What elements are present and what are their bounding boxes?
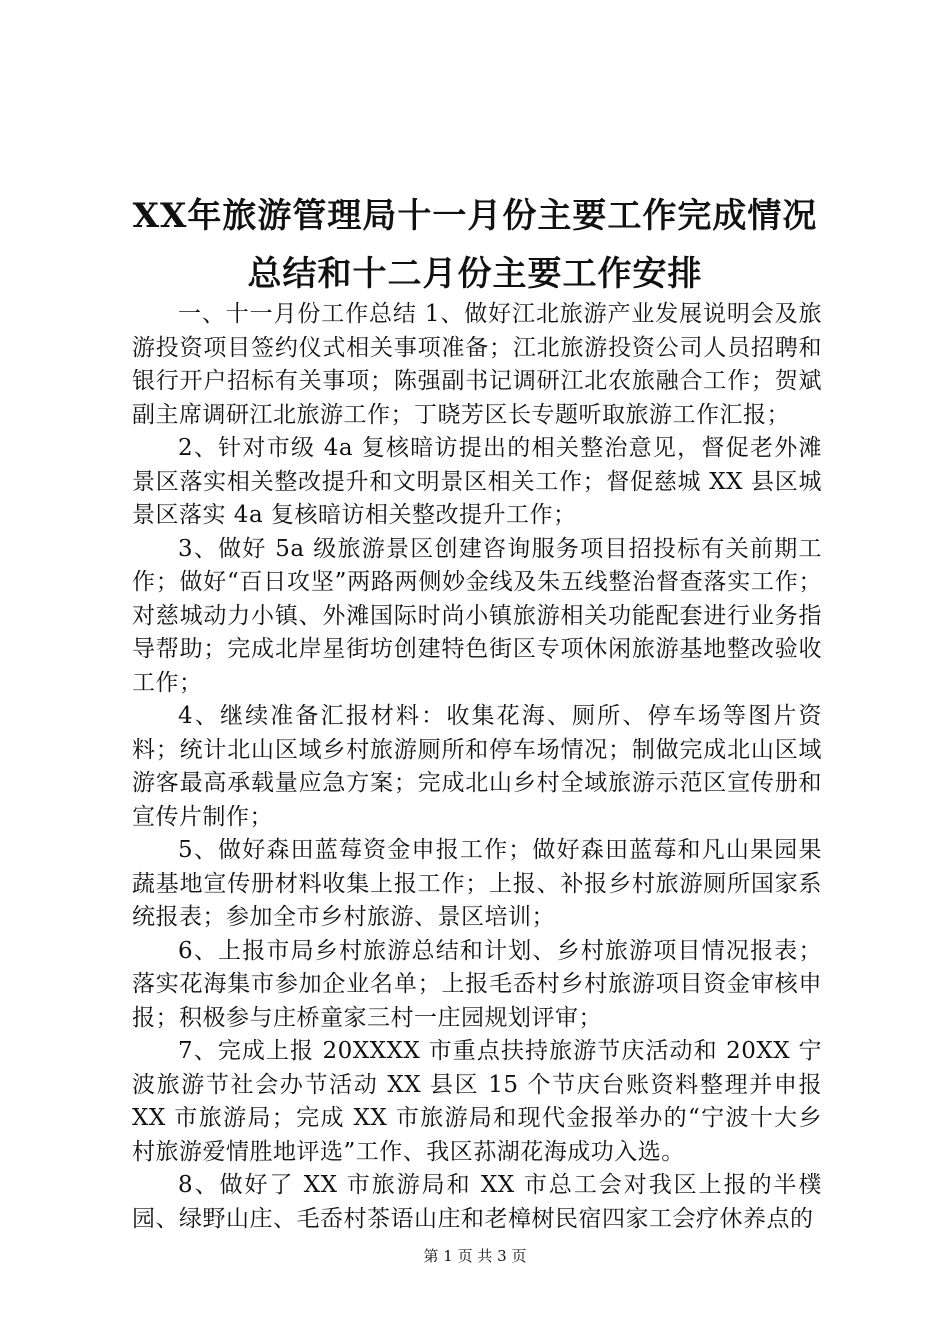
- page-number-footer: 第 1 页 共 3 页: [423, 1247, 527, 1265]
- document-title-line-1: XX年旅游管理局十一月份主要工作完成情况: [132, 196, 818, 236]
- document-title-line-2: 总结和十二月份主要工作安排: [247, 254, 703, 294]
- paragraph-7: 7、完成上报 20XXXX 市重点扶持旅游节庆活动和 20XX 宁波旅游节社会办节活动 XX 县区 15 个节庆台账资料整理并申报 XX 市旅游局；完成 XX 市旅游局和现代金报举办的“宁波十大乡村旅游爱情胜地评选”工作、我区荪湖花海成功入选。: [132, 1038, 822, 1165]
- paragraph-4: 4、继续准备汇报材料：收集花海、厕所、停车场等图片资料；统计北山区域乡村旅游厕所和停车场情况；制做完成北山区域游客最高承载量应急方案；完成北山乡村全域旅游示范区宣传册和宣传片制作；: [132, 703, 822, 830]
- paragraph-5: 5、做好森田蓝莓资金申报工作；做好森田蓝莓和凡山果园果蔬基地宣传册材料收集上报工作；上报、补报乡村旅游厕所国家系统报表；参加全市乡村旅游、景区培训；: [132, 837, 822, 930]
- paragraph-3: 3、做好 5a 级旅游景区创建咨询服务项目招投标有关前期工作；做好“百日攻坚”两路两侧妙金线及朱五线整治督查落实工作；对慈城动力小镇、外滩国际时尚小镇旅游相关功能配套进行业务指导帮助；完成北岸星街坊创建特色街区专项休闲旅游基地整改验收工作；: [132, 535, 822, 696]
- paragraph-2: 2、针对市级 4a 复核暗访提出的相关整治意见，督促老外滩景区落实相关整改提升和文明景区相关工作；督促慈城 XX 县区城景区落实 4a 复核暗访相关整改提升工作；: [132, 435, 822, 528]
- document-body: [132, 298, 822, 1236]
- paragraph-1: 一、十一月份工作总结 1、做好江北旅游产业发展说明会及旅游投资项目签约仪式相关事项准备；江北旅游投资公司人员招聘和银行开户招标有关事项；陈强副书记调研江北农旅融合工作；贺斌副主席调研江北旅游工作；丁晓芳区长专题听取旅游工作汇报；: [132, 301, 822, 428]
- paragraph-6: 6、上报市局乡村旅游总结和计划、乡村旅游项目情况报表；落实花海集市参加企业名单；上报毛岙村乡村旅游项目资金审核申报；积极参与庄桥童家三村一庄园规划评审；: [132, 937, 822, 1031]
- paragraph-8: 8、做好了 XX 市旅游局和 XX 市总工会对我区上报的半樸园、绿野山庄、毛岙村茶语山庄和老樟树民宿四家工会疗休养点的: [132, 1172, 822, 1232]
